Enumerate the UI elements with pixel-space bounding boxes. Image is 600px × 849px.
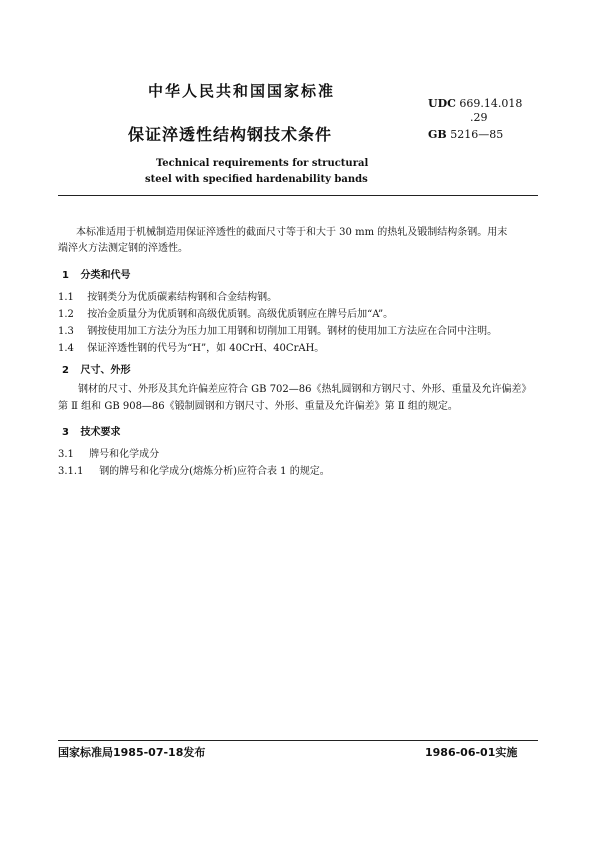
udc-subvalue: .29	[470, 111, 488, 124]
gb-value: 5216—85	[450, 128, 504, 141]
section-number: 1	[62, 270, 69, 281]
clause-1-2	[58, 305, 393, 320]
clause-number: 1.4	[58, 343, 74, 354]
udc-classification	[428, 98, 522, 110]
gb-standard-number	[428, 128, 503, 141]
section-title: 尺寸、外形	[80, 365, 131, 376]
clause-text: 牌号和化学成分	[89, 449, 160, 460]
clause-number: 3.1.1	[58, 466, 84, 477]
section-number: 3	[62, 427, 69, 438]
clause-text: 钢按使用加工方法分为压力加工用钢和切削加工用钢。钢材的使用加工方法应在合同中注明。	[87, 326, 498, 337]
clause-text: 按冶金质量分为优质钢和高级优质钢。高级优质钢应在牌号后加“A”。	[87, 309, 394, 320]
intro-paragraph-line2: 端淬火方法测定钢的淬透性。	[58, 243, 188, 254]
udc-label: UDC	[428, 97, 456, 110]
section-2-paragraph-line2: 第 Ⅱ 组和 GB 908—86《锻制圆钢和方钢尺寸、外形、重量及允许偏差》第 Ⅱ 组的规定。	[58, 401, 458, 412]
footer-divider	[58, 740, 538, 741]
clause-3-1-1	[58, 462, 330, 477]
clause-number: 3.1	[58, 449, 74, 460]
header-divider	[58, 195, 538, 196]
gb-label: GB	[428, 128, 447, 141]
clause-text: 按钢类分为优质碳素结构钢和合金结构钢。	[87, 292, 278, 303]
clause-1-1	[58, 288, 277, 303]
effective-date: 1986-06-01实施	[425, 746, 518, 759]
section-3-heading	[62, 423, 120, 438]
section-2-paragraph-line1: 钢材的尺寸、外形及其允许偏差应符合 GB 702—86《热轧圆钢和方钢尺寸、外形、重量及允许偏差》	[78, 384, 532, 395]
clause-number: 1.3	[58, 326, 74, 337]
intro-paragraph-line1: 本标准适用于机械制造用保证淬透性的截面尺寸等于和大于 30 mm 的热轧及锻制结构条钢。用末	[76, 227, 508, 238]
clause-text: 保证淬透性钢的代号为“H”，如 40CrH、40CrAH。	[87, 343, 325, 354]
section-number: 2	[62, 365, 69, 376]
clause-1-3	[58, 322, 497, 337]
clause-number: 1.2	[58, 309, 74, 320]
section-title: 技术要求	[80, 427, 121, 438]
udc-value: 669.14.018	[459, 97, 523, 110]
section-1-heading	[62, 266, 130, 281]
document-title-cn: 保证淬透性结构钢技术条件	[128, 125, 333, 144]
clause-number: 1.1	[58, 292, 74, 303]
issue-date: 国家标准局1985-07-18发布	[58, 746, 206, 759]
document-title-en-line2: steel with specified hardenability bands	[145, 174, 368, 185]
section-2-heading	[62, 361, 130, 376]
issuing-organization: 中华人民共和国国家标准	[148, 82, 336, 100]
clause-text: 钢的牌号和化学成分(熔炼分析)应符合表 1 的规定。	[99, 466, 330, 477]
document-title-en-line1: Technical requirements for structural	[156, 158, 369, 169]
clause-3-1	[58, 445, 159, 460]
section-title: 分类和代号	[80, 270, 131, 281]
clause-1-4	[58, 339, 324, 354]
